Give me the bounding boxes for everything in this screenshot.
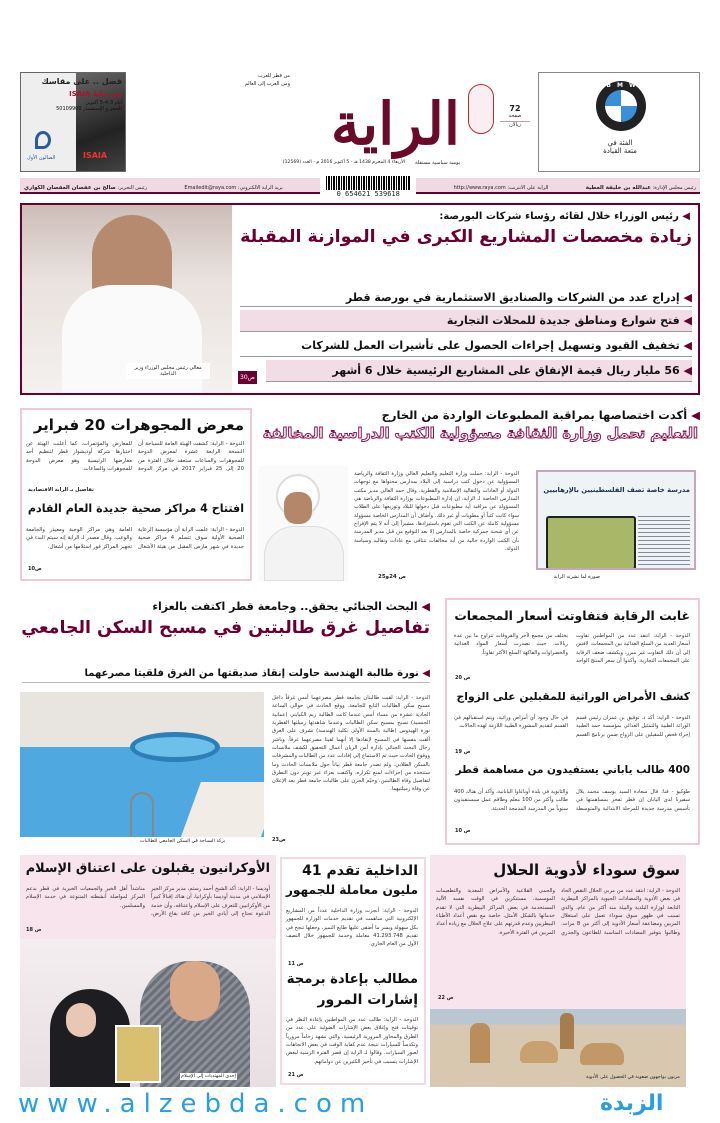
- email-label: بريد الراية الالكتروني:: [237, 185, 283, 191]
- lead-bullet: ◀ فتح شوارع ومناطق جديدة للمحلات التجارية: [240, 310, 692, 332]
- page-ref: ص 11: [288, 961, 304, 967]
- lead-headline: زيادة مخصصات المشاريع الكبرى في الموازنة المقبلة: [240, 227, 692, 247]
- middle-column: [280, 857, 426, 1085]
- info-strip: [20, 176, 700, 200]
- prices-headline: غابت الرقابة فتفاوتت أسعار المجمعات: [454, 608, 690, 623]
- page-count-label: صفحة: [508, 113, 522, 119]
- page-ref: ص 24و25: [378, 574, 407, 580]
- price: ريالان: [500, 121, 530, 128]
- website-link[interactable]: http://www.raya.com: [453, 185, 506, 191]
- photo-caption: معالي رئيس مجلس الوزراء وزير الداخلية: [126, 363, 210, 379]
- health-headline: افتتاح 4 مراكز صحية جديدة العام القادم: [27, 502, 244, 515]
- page-ref: ص 20: [455, 675, 471, 681]
- ukraine-headline: الأوكرانيون يقبلون على اعتناق الإسلام: [25, 861, 270, 876]
- page-ref: ص 21: [288, 1072, 304, 1078]
- official-photo: [258, 466, 348, 581]
- education-body: الدوحة - الراية: حملت وزارة التعليم والتعليم العالي وزارة الثقافة والرياضة المسؤولية عن دخول كتب دراسية إلى البلاد بمدارس محتواها مع توجهات الدولة أو العادات والتقاليد الإسلامية والقطرية. وقال حمد الغالي مدير مكتب المدارس الخاصة لـ الراية، إن إدارة المطبوعات بوزارة الثقافة والرياضة هي المسؤولة عن مراقبة أية مطبوعات قبل دخولها للبلاد وتوزيعها على الطلاب سواء كانت كتباً أو مطويات أو غير ذلك. وأضاف أن المدارس الخاصة مسؤولة مسؤولية كاملة عن الكتب التي تقوم باستيرادها، مشيراً إلى أنه لا يتم الإفراج عن أي شحنة جمركية خاصة بالمدارس إلا بعد التوقيع من قبل مدير المدرسة بأن الكتب الواردة خالية من أية مخالفات تتنافى مع عادات وتقاليد وسياسة الدولة.: [354, 471, 519, 552]
- slogan: ومن العرب إلى العالم: [244, 81, 290, 87]
- photo-caption: بركة السباحة في السكن الجامعي للطالبات: [140, 839, 226, 844]
- page-ref: ص 19: [455, 749, 471, 755]
- ad-line: للحجز و الإستفسار 50109900: [56, 106, 122, 112]
- halal-headline: سوق سوداء لأدوية الحلال: [493, 861, 680, 879]
- education-headline: التعليم تحمل وزارة الثقافة مسؤولية الكتب الدراسية المخالفة: [262, 426, 698, 442]
- watermark-url: www.alzebda.com: [18, 1089, 374, 1119]
- halal-body: الدوحة - الراية: انتقد عدد من مربي الحلال النقص الحاد في بعض الأدوية والمضادات الحيوية بالمراكز البيطرية التابعة لوزارة البلدية والبيئة منذ أكثر من عام، والذي تسبب في ظهور سوق سوداء تعمل على استغلال المربين ومضاعفة أسعار الأدوية إلى أكثر من 8 مرات. وطالبوا بتوفير المضادات المناسبة للطاعون والجدري والحمى القلاعية والأمراض المعدية والتطعيمات الموسمية، مستنكرين في الوقت نفسه الآلية المستخدمة في بعض المراكز البيطرية التي لا تقدم خدماتها بالشكل الأمثل، خاصة مع نقص أعداد الأطباء البيطريين وعدم قدرتهم على علاج الحلال مع زيادة أعداد المربين في الفترة الأخيرة.: [436, 888, 680, 936]
- page-ref: ص 22: [438, 995, 454, 1001]
- jewelry-ref: تفاصيل بـ الراية الاقتصادية: [28, 487, 94, 493]
- newspaper-clip: [536, 470, 696, 570]
- page-ref: ص23: [272, 837, 286, 843]
- japan-headline: 400 طالب ياباني يستفيدون من مساهمة قطر: [455, 764, 690, 776]
- page-ref: ص10: [28, 566, 42, 572]
- ad-line: فصل .. على مقاسك: [41, 77, 122, 86]
- genetic-headline: كشف الأمراض الوراثية للمقبلين على الزواج: [456, 690, 690, 703]
- halal-story: [430, 855, 686, 1087]
- email-link[interactable]: Emailedit@raya.com: [184, 185, 237, 191]
- lead-bullet: ◀ إدراج عدد من الشركات والصناديق الاستثمارية في بورصة قطر: [240, 289, 692, 307]
- drowning-story: [20, 598, 432, 848]
- photo-caption: مربون يواجهون صعوبة في الحصول على الأدوية: [586, 1075, 680, 1080]
- masthead-logo: الراية من قطر للعرب ومن العرب إلى العالم: [200, 70, 500, 156]
- health-body: الدوحة - الراية: علمت الراية أن مؤسسة الرعاية الصحية الأولية سوف تتسلم 4 مراكز صحية جديدة في شهر مارس المقبل من هيئة الأشغال العامة وهي مراكز الوجبة ومعيذر والجامعة والوعب. وقال مصدر لـ الراية إنه سيتم البدء في تجهيز المراكز فور استلامها من أشغال.: [26, 527, 244, 550]
- barcode: 0 654621 539618: [320, 176, 416, 200]
- slogan: من قطر للعرب: [258, 73, 290, 79]
- briefs-box: [20, 408, 252, 581]
- drowning-body: الدوحة - الراية: لقيت طالبتان بجامعة قطر مصرعهما أمس غرقاً داخل مسبح سكن الطالبات التابع للجامعة. ووقع الحادث في حوالي الساعة الحادية عشرة من مساء أمس عندما كانت الطالبة ريم الكبابتي (عمانية الجنسية) تسبح بمسبح سكن الطالبات وعندما شاهدتها زميلتها القطرية نورة الهيدوس (طالبة بالسنة الأولى بكلية الهندسة) تشرف على الغرق ألقت بنفسها في المسبح لإنقاذها إلا أنهما لقيتا مصرعهما غرقاً. وباشر رجال البحث الجنائي بإدارة أمن الريان أعمال التحقيق لكشف ملابسات ووقوع الحادث حيث تم الاستماع إلى إفادات عدد من الطالبات والمشرفات بالسكن الطلابي. ولم تصدر جامعة قطر بياناً حول ملابسات الحادث وما ستتخذه من إجراءات لمنع تكراره، واكتفت بعزاء عبر تويتر دون التطرق لتفاصيل وفاة الطالبتين. وخيّم الحزن على طالبات جامعة قطر بعد الإعلان عن وفاة زميلتيهما.: [272, 695, 430, 793]
- jewelry-body: الدوحة - الراية: كشفت الهيئة العامة للسياحة أن النسخة الرابعة عشرة لمعرض الدوحة للمجوهرات والساعات ستعقد خلال الفترة من 20 إلى 25 فبراير 2017 في مركز الدوحة للمعارض والمؤتمرات. كما أعلنت الهيئة عن اختيارها شركة أوديشوار قطر لتنظيم أحد معارضها الرئيسية وهو معرض الدوحة للمجوهرات والساعات.: [26, 441, 244, 473]
- drowning-headline: تفاصيل غرق طالبتين في مسبح السكن الجامعي: [21, 618, 430, 638]
- lead-bullet: ◀ 56 مليار ريال قيمة الإنفاق على المشاريع الرئيسية خلال 6 أشهر: [266, 360, 692, 382]
- editor-name: صالح بن عفصان العفصان الكواري: [24, 185, 116, 191]
- clip-headline: مدرسة خاصة تصف الفلسطينيين بالإرهابيين: [543, 486, 690, 494]
- page-ref: ص 18: [26, 927, 42, 933]
- interior-headline: مليون معاملة للجمهور: [285, 883, 418, 897]
- ad-isaia[interactable]: [20, 72, 126, 172]
- clip-caption: صورة لما نشرته الراية: [553, 574, 600, 580]
- japan-body: طوكيو - قنا: قال سعادة السيد يوسف محمد بلال سفيرنا لدى اليابان إن قطر تفخر بمساهمتها في تأسيس مدرسة جديدة للمرحلة الابتدائية والمتوسطة والثانوية في بلدة أوناغاوا اليابانية، وأكد أن هناك 400 طالب وأكثر من 100 معلم وطاقم عمل سيستفيدون سنوياً من المدرسة المدمجة الحديثة.: [454, 789, 690, 812]
- interior-headline: الداخلية تقدم 41: [302, 863, 418, 879]
- drowning-kicker: ◀ البحث الجنائي يحقق.. وجامعة قطر اكتفت بالعزاء: [152, 600, 430, 613]
- camels-photo: [430, 1009, 686, 1087]
- lead-kicker: ◀ رئيس الوزراء خلال لقائه رؤساء شركات البورصة:: [439, 211, 690, 222]
- dhow-emblem: [468, 84, 494, 134]
- education-kicker: ◀ أكدت اختصاصها بمراقبة المطبوعات الواردة من الخارج: [382, 408, 700, 422]
- tagline: يومية سياسية مستقلة: [415, 160, 461, 166]
- store-logo: الصالون الأول: [27, 155, 56, 161]
- lead-story: [20, 203, 700, 395]
- lead-photo: [22, 205, 232, 393]
- jewelry-headline: معرض المجوهرات 20 فبراير: [33, 416, 244, 434]
- right-briefs: [445, 598, 700, 845]
- genetic-body: الدوحة - الراية: أكد د. توفيق بن عمران رئيس قسم الوراثة الطبية والتمثيل الغذائي بمؤسسة حمد الطبية إجراء فحص للمقبلين على الزواج ضمن برنامج القسم في حال وجود أي أمراض وراثية، ويتم استقبالهم في القسم لتقديم المشورة الطبية اللازمة لهذه الحالات.: [454, 715, 690, 738]
- drowning-subhead: ◀ نورة طالبة الهندسة حاولت إنقاذ صديقتها من الغرق فلقيتا مصرعهما: [22, 668, 430, 683]
- page-ref: ص30: [238, 371, 257, 384]
- lead-bullet: ◀ تخفيف القيود وتسهيل إجراءات الحصول على تأشيرات العمل للشركات: [240, 335, 692, 357]
- ad-line: مع خياط ISAIA: [69, 90, 122, 98]
- issue-date: الأربعاء 4 المحرم 1438 هـ - 5 أكتوبر 2016 م - العدد (12569): [282, 160, 405, 165]
- ad-line: متعة القيادة: [603, 147, 637, 155]
- ukraine-body: أوديسا - الراية: أكد الشيخ أحمد رستم، مدير مركز الخير الإسلامي في مدينة أوديسا بأوكرانيا، أن هناك إقبالاً كبيراً من الأوكرانيين للتعرف على الإسلام واعتناقه، وأن خدمة الدعوة تحتاج إلى أيادي الخير من كافة بقاع الأرض، مناشداً أهل الخير والجمعيات الخيرية في قطر بدعم المركز لمواصلة أنشطته المتنوعة في خدمة الإسلام والمسلمين.: [26, 886, 270, 917]
- isaia-brand: ISAIA: [83, 151, 108, 160]
- traffic-headline: إشارات المرور: [317, 992, 418, 1008]
- converts-photo: [20, 939, 276, 1087]
- store-logo-icon: [35, 131, 51, 149]
- photo-caption: إحدى المهتديات إلى الإسلام: [181, 1074, 236, 1079]
- watermark-logo: الزبدة: [600, 1091, 664, 1116]
- traffic-headline: مطالب بإعادة برمجة: [286, 972, 418, 987]
- chairman-label: رئيس مجلس الإدارة:: [652, 185, 696, 191]
- editor-label: رئيس التحرير:: [117, 185, 147, 191]
- interior-body: الدوحة - الراية: أنجزت وزارة الداخلية عدداً من المشاريع الإلكترونية التي ساهمت في تقديم خدمات الوزارة للجمهور بكل سهولة ويسر ما أضفى عليها طابع التميز، وجعلها تنجح في تقديم 41.293.748 معاملة وخدمة للجمهور خلال النصف الأول من العام الجاري.: [286, 908, 418, 948]
- education-story: [258, 408, 700, 583]
- ad-line: أيام 3-4-5 أكتوبر: [86, 100, 122, 106]
- page-count: 72: [509, 104, 521, 113]
- pool-photo: [20, 692, 264, 837]
- bmw-brand: BMW: [606, 82, 642, 89]
- ukraine-story: [20, 855, 276, 1087]
- chairman-name: عبدالله بن خليفة العطية: [585, 185, 652, 191]
- ad-line: الفئة في: [607, 139, 633, 147]
- prices-body: الدوحة - الراية: انتقد عدد من المواطنين تفاوت أسعار العديد من السلع الغذائية بين المجمعات، لافتين إلى أن ذلك التفاوت غير مبرر، ويكشف ضعف الرقابة على المجمعات التجارية. وأكدوا أن سعر المنتج الواحد يختلف من مجمع لآخر والفروقات تتراوح ما بين عدة ريالات، حيث تصدرت أسعار المواد الغذائية والخضراوات والفاكهة السلع الأكثر تفاوتاً.: [454, 633, 690, 664]
- traffic-body: الدوحة - الراية: طالب عدد من المواطنين بإعادة النظر في توقيتات فتح وإغلاق بعض الإشارات الضوئية على عدد من الطرق والمحاور المرورية الرئيسية، والتي تشهد زحاماً مرورياً وتكدساً للسيارات نتيجة عدم كفاية الوقت في بعض الاتجاهات لعبور السيارات. وقالوا لـ الراية إن قصر الفترة الزمنية لبعض الإشارات يتسبب في تأخير الكثيرين عن دواماتهم.: [286, 1017, 418, 1065]
- website-label: الراية على الانترنت:: [507, 185, 549, 191]
- page-ref: ص 10: [455, 828, 471, 834]
- ad-bmw[interactable]: [538, 72, 700, 172]
